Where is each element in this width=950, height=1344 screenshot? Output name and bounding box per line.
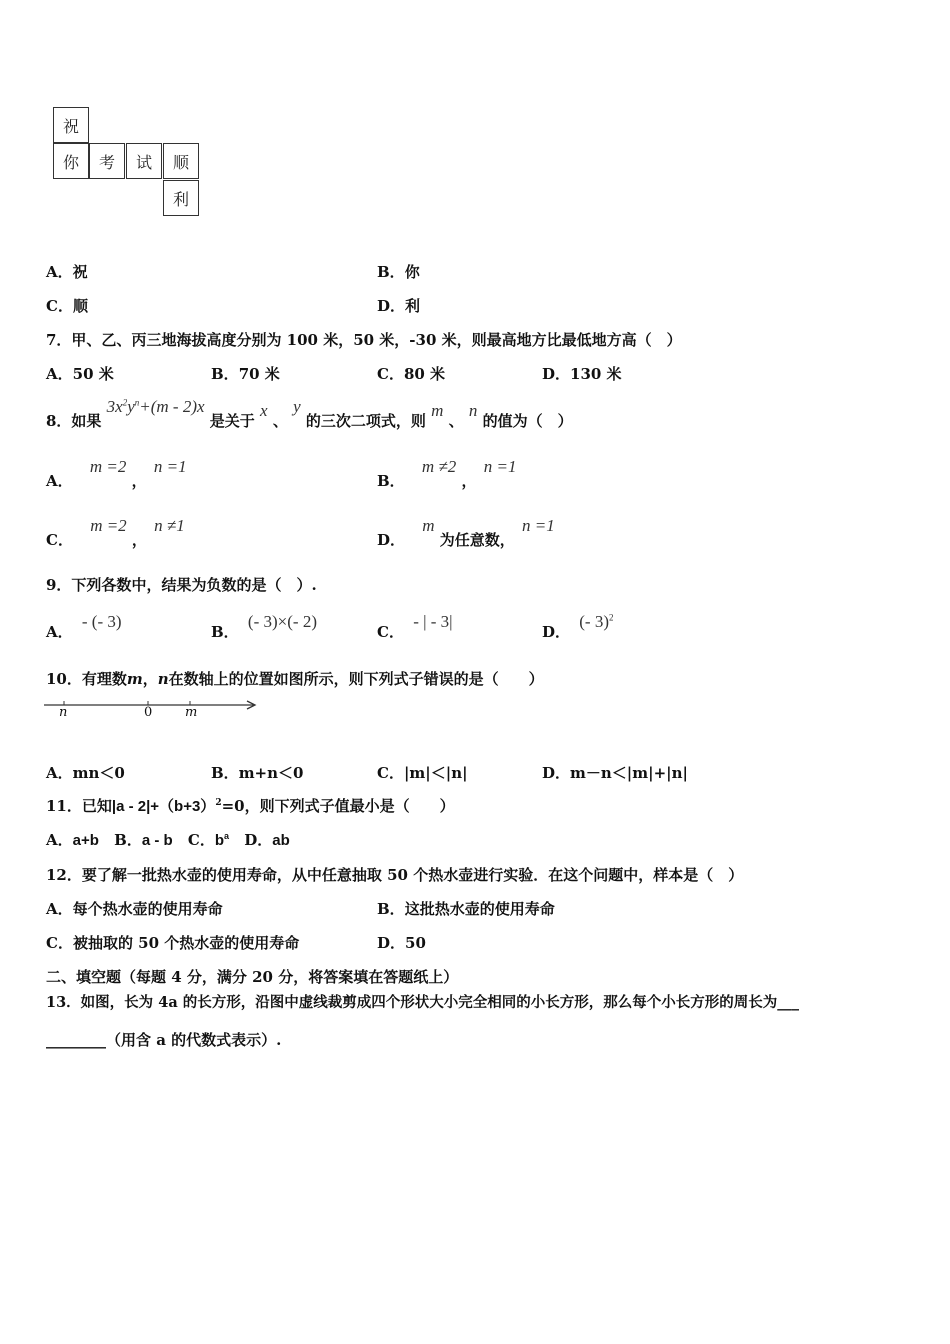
q11-option-c: C．$b^a$ xyxy=(187,831,230,849)
q8-option-c: C． m =2 ， n ≠1 xyxy=(46,516,185,549)
net-cell: 利 xyxy=(163,180,199,216)
q11-option-b: B．a - b xyxy=(114,831,173,849)
q8-option-d: D． m 为任意数， n =1 xyxy=(377,516,555,549)
section-heading: 二、填空题（每题 4 分，满分 20 分，将答案填在答题纸上） xyxy=(46,968,459,986)
net-cell: 你 xyxy=(53,143,89,179)
q12-option-c: C．被抽取的 50 个热水壶的使用寿命 xyxy=(46,934,300,952)
q11-option-a: A．a+b xyxy=(46,831,99,849)
q6-option-c: C．顺 xyxy=(46,297,88,315)
q7-stem: 7．甲、乙、丙三地海拔高度分别为 100 米，50 米，-30 米，则最高地方比最低地方高（ ） xyxy=(46,331,682,349)
number-line xyxy=(44,696,264,726)
q10-option-c: C．|m|＜|n| xyxy=(377,764,468,782)
q13-line2: ________（用含 a 的代数式表示）. xyxy=(46,1031,282,1049)
q9-option-d: D． (- 3)$^2$ xyxy=(542,612,614,641)
q10-stem: 10．有理数m，n在数轴上的位置如图所示，则下列式子错误的是（ ） xyxy=(46,670,544,688)
q8-option-a: A． m =2 ， n =1 xyxy=(46,457,187,490)
q7-option-a: A．50 米 xyxy=(46,365,114,383)
q12-option-b: B．这批热水壶的使用寿命 xyxy=(377,900,555,918)
q12-stem: 12．要了解一批热水壶的使用寿命，从中任意抽取 50 个热水壶进行实验．在这个问题中，样本是（ ） xyxy=(46,866,744,884)
q6-option-d: D．利 xyxy=(377,297,421,315)
q9-option-b: B． (- 3)×(- 2) xyxy=(211,612,317,641)
q10-option-b: B．m+n＜0 xyxy=(211,764,304,782)
axis-label-m: m xyxy=(185,705,198,720)
q10-option-a: A．mn＜0 xyxy=(46,764,125,782)
q7-option-c: C．80 米 xyxy=(377,365,446,383)
number-line-svg xyxy=(44,696,264,726)
q7-option-d: D．130 米 xyxy=(542,365,622,383)
q11-stem: 11．已知$|a - 2|+(b+3)^2=0$，则下列式子值最小是（ ） xyxy=(46,797,455,815)
q6-option-b: B．你 xyxy=(377,263,420,281)
net-cell: 顺 xyxy=(163,143,199,179)
q8-stem: 8．如果 $3x^2y^n+(m - 2)x$ 是关于 x 、 y 的三次二项式，则 m 、 n 的值为（ ） xyxy=(46,397,573,430)
q13-line1: 13．如图，长为 4a 的长方形，沿图中虚线裁剪成四个形状大小完全相同的小长方形，那么每个小长方形的周长为___ xyxy=(46,994,800,1011)
q9-option-a: A． - (- 3) xyxy=(46,612,122,641)
q11-option-d: D．ab xyxy=(244,831,290,849)
q6-option-a: A．祝 xyxy=(46,263,88,281)
q8-expression: $3x^2y^n+(m - 2)x$ xyxy=(106,397,205,416)
axis-label-zero: 0 xyxy=(144,705,153,720)
q11-options xyxy=(46,829,290,850)
q10-option-d: D．m－n＜|m|+|n| xyxy=(542,764,688,782)
q8-option-b: B． m ≠2 ， n =1 xyxy=(377,457,517,490)
net-cell: 祝 xyxy=(53,107,89,143)
q12-option-a: A．每个热水壶的使用寿命 xyxy=(46,900,223,918)
q12-option-d: D．50 xyxy=(377,934,426,952)
q9-stem: 9．下列各数中，结果为负数的是（ ）. xyxy=(46,576,317,594)
q7-option-b: B．70 米 xyxy=(211,365,280,383)
q9-option-c: C． - | - 3| xyxy=(377,612,453,641)
axis-label-n: n xyxy=(59,705,68,720)
net-cell: 试 xyxy=(126,143,162,179)
net-cell: 考 xyxy=(89,143,125,179)
